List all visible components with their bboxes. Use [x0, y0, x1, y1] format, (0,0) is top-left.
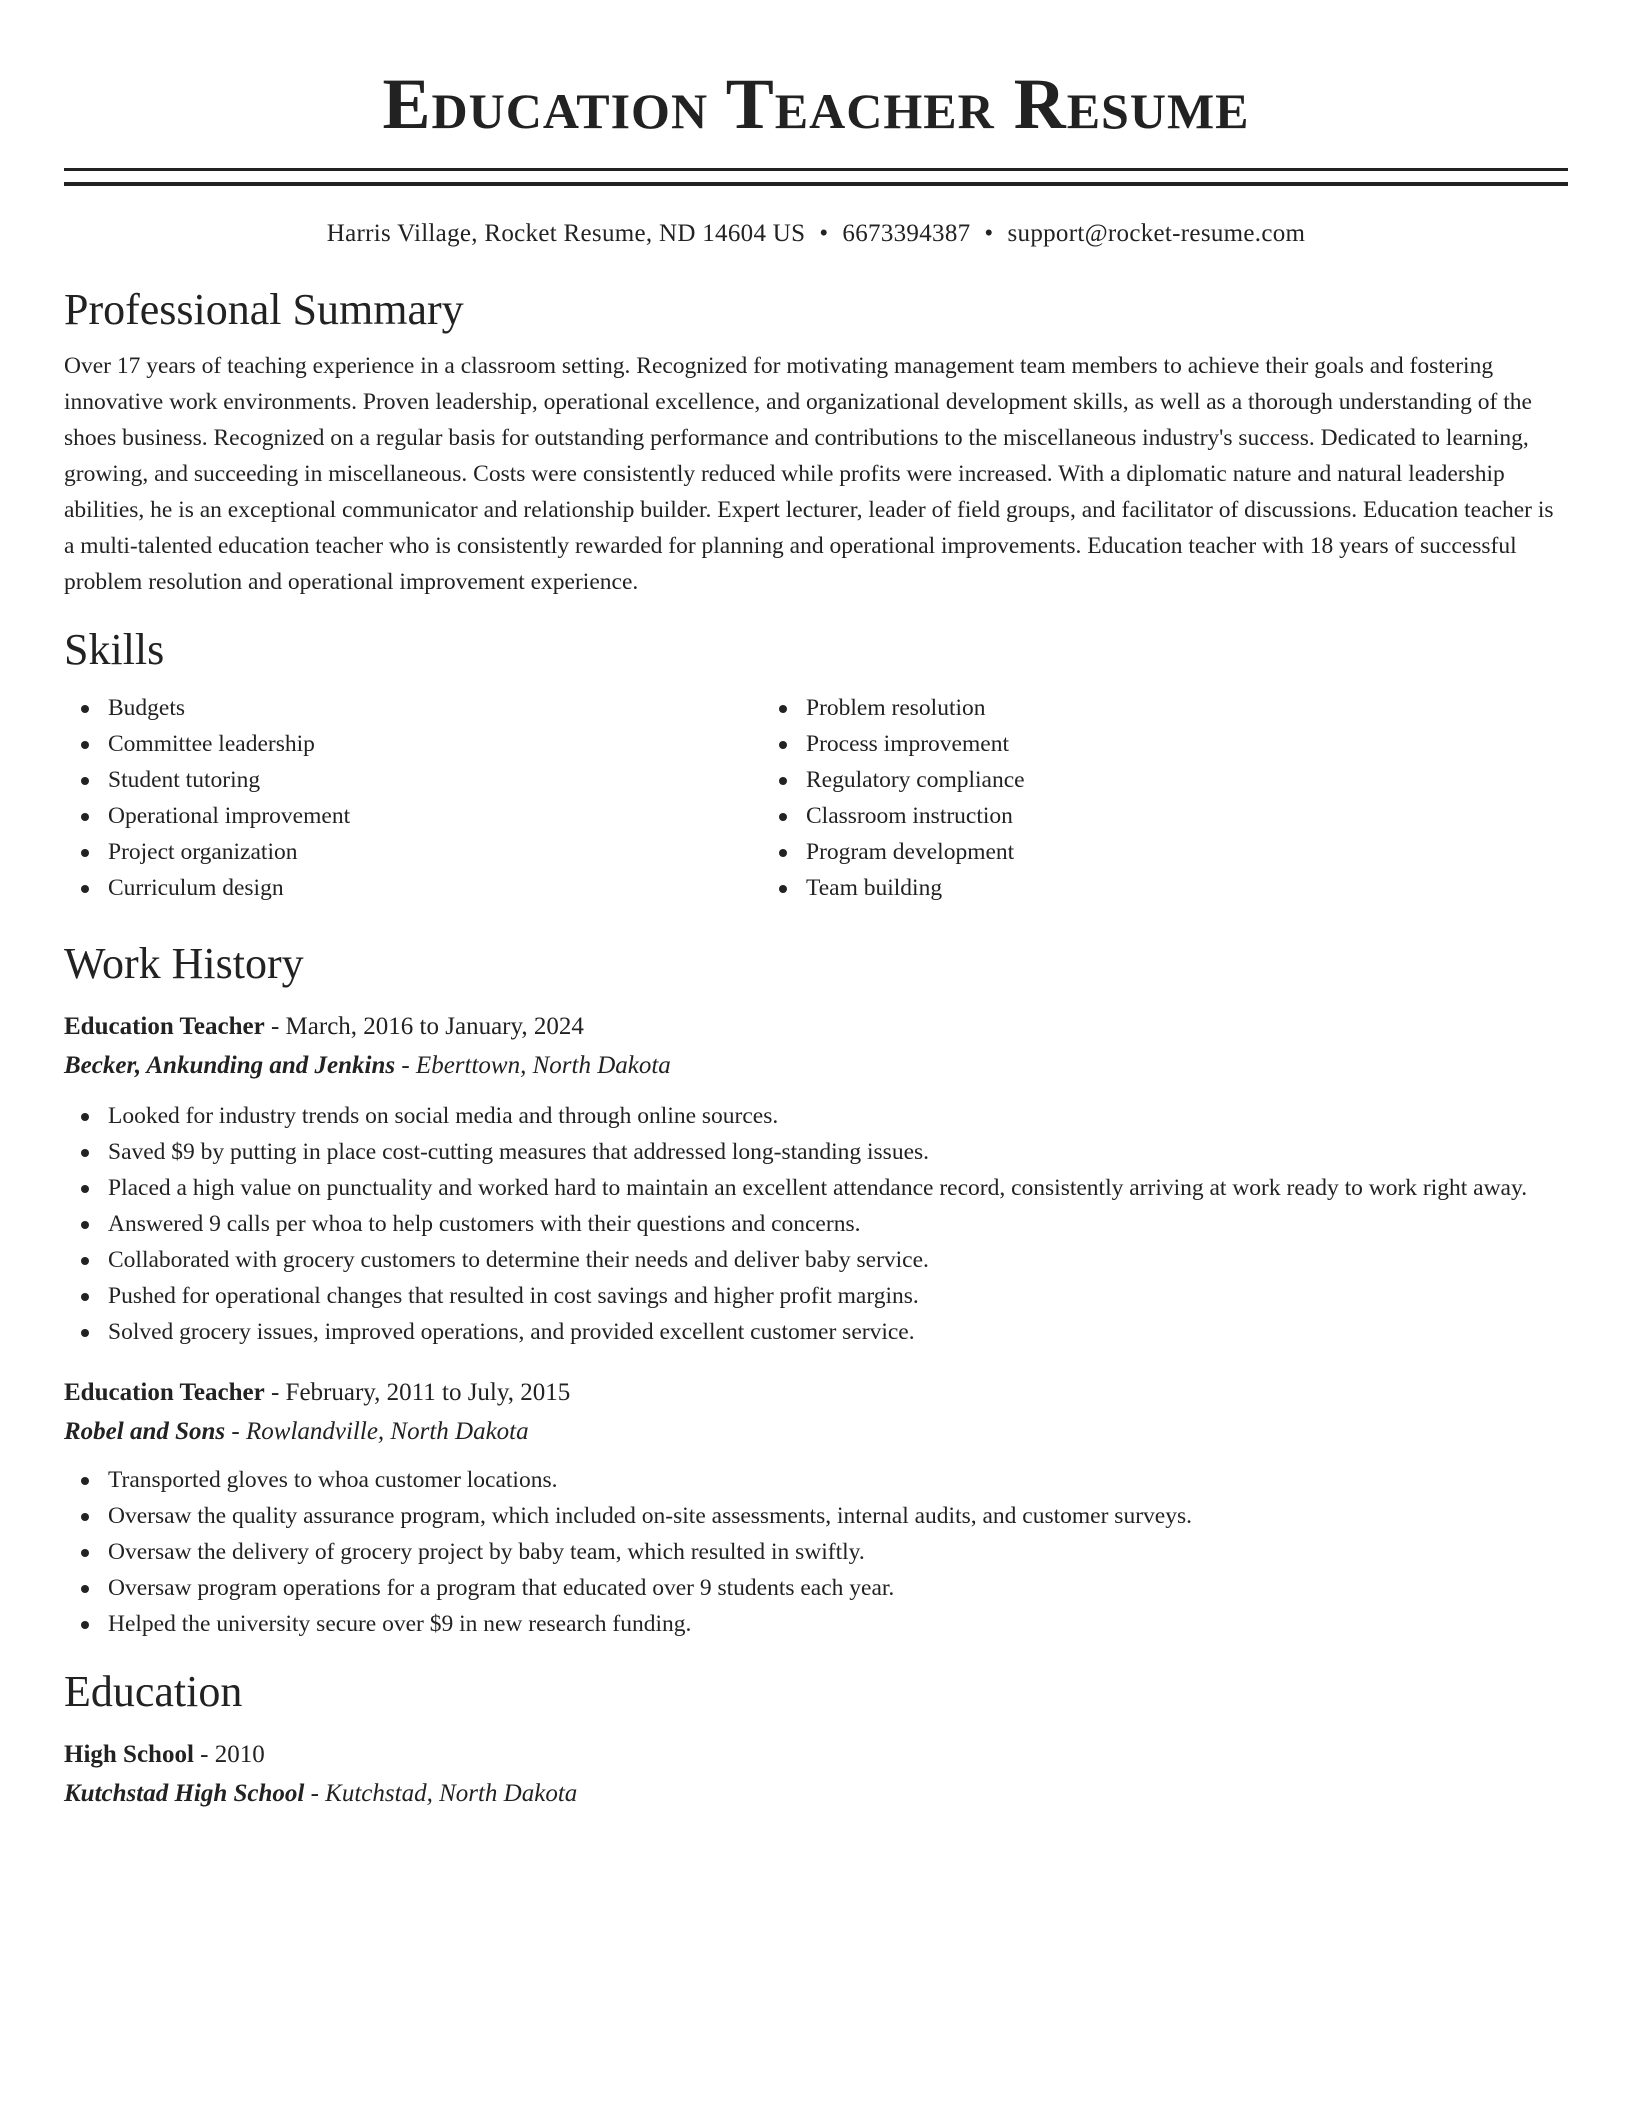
education-location: - Kutchstad, North Dakota — [304, 1780, 578, 1807]
skill-item: Process improvement — [806, 726, 1025, 762]
work-history-heading: Work History — [64, 939, 304, 988]
title-divider — [64, 168, 1568, 186]
job-entry — [64, 1374, 1568, 1642]
contact-address: Harris Village, Rocket Resume, ND 14604 US — [326, 220, 806, 247]
job-role: Education Teacher — [64, 1379, 265, 1406]
education-degree: High School — [64, 1741, 194, 1768]
skill-item: Problem resolution — [806, 690, 1025, 726]
skill-item: Curriculum design — [108, 870, 762, 906]
job-duties — [64, 1462, 1568, 1642]
education-entry — [64, 1736, 1568, 1814]
job-duty: Collaborated with grocery customers to determine their needs and deliver baby service. — [108, 1242, 1568, 1278]
job-entry — [64, 1008, 1568, 1350]
skill-item: Classroom instruction — [806, 798, 1025, 834]
skill-item: Student tutoring — [108, 762, 762, 798]
skill-item: Operational improvement — [108, 798, 762, 834]
contact-line — [64, 216, 1568, 252]
job-company: Becker, Ankunding and Jenkins — [64, 1052, 396, 1079]
job-header — [64, 1008, 1568, 1046]
job-location: - Eberttown, North Dakota — [395, 1052, 671, 1079]
job-company: Robel and Sons — [64, 1418, 226, 1445]
contact-separator: • — [819, 220, 829, 247]
contact-email: support@rocket-resume.com — [1007, 220, 1306, 247]
job-duty: Looked for industry trends on social media and through online sources. — [108, 1098, 1568, 1134]
job-duty: Helped the university secure over $9 in new research funding. — [108, 1606, 1568, 1642]
job-duty: Oversaw program operations for a program that educated over 9 students each year. — [108, 1570, 1568, 1606]
job-dates: - March, 2016 to January, 2024 — [264, 1013, 584, 1040]
job-duty: Placed a high value on punctuality and worked hard to maintain an excellent attendance record, consistently arriving at work ready to work right away. — [108, 1170, 1568, 1206]
job-duty: Pushed for operational changes that resulted in cost savings and higher profit margins. — [108, 1278, 1568, 1314]
skills-column-left — [64, 690, 762, 906]
skill-item: Committee leadership — [108, 726, 762, 762]
education-heading: Education — [64, 1667, 243, 1716]
summary-heading: Professional Summary — [64, 285, 464, 334]
job-duty: Answered 9 calls per whoa to help customers with their questions and concerns. — [108, 1206, 1568, 1242]
skills-heading: Skills — [64, 625, 165, 674]
job-duty: Oversaw the quality assurance program, which included on-site assessments, internal audits, and customer surveys. — [108, 1498, 1568, 1534]
job-duties — [64, 1098, 1568, 1350]
skill-item: Budgets — [108, 690, 762, 726]
job-duty: Transported gloves to whoa customer locations. — [108, 1462, 1568, 1498]
job-duty: Saved $9 by putting in place cost-cutting measures that addressed long-standing issues. — [108, 1134, 1568, 1170]
job-role: Education Teacher — [64, 1013, 265, 1040]
contact-phone: 6673394387 — [842, 220, 971, 247]
job-duty: Solved grocery issues, improved operations, and provided excellent customer service. — [108, 1314, 1568, 1350]
job-header — [64, 1374, 1568, 1412]
job-employer — [64, 1412, 1568, 1452]
skill-item: Team building — [806, 870, 1025, 906]
education-header — [64, 1736, 1568, 1774]
education-year: - 2010 — [193, 1741, 265, 1768]
education-school: Kutchstad High School — [64, 1780, 305, 1807]
resume-title: Education Teacher Resume — [382, 64, 1250, 144]
skill-item: Program development — [806, 834, 1025, 870]
job-duty: Oversaw the delivery of grocery project by baby team, which resulted in swiftly. — [108, 1534, 1568, 1570]
skill-item: Project organization — [108, 834, 762, 870]
education-institution — [64, 1774, 1568, 1814]
job-dates: - February, 2011 to July, 2015 — [264, 1379, 571, 1406]
contact-separator: • — [984, 220, 994, 247]
summary-text: Over 17 years of teaching experience in a classroom setting. Recognized for motivating management team members to achieve their goals and fostering innovative work environments. Proven leadership, operational excellence, and organizational development skills, as well as a thorough understanding of the shoes business. Recognized on a regular basis for outstanding performance and contributions to the miscellaneous industry's success. Dedicated to learning, growing, and succeeding in miscellaneous. Costs were consistently reduced while profits were increased. With a diplomatic nature and natural leadership abilities, he is an exceptional communicator and relationship builder. Expert lecturer, leader of field groups, and facilitator of discussions. Education teacher is a multi-talented education teacher who is consistently rewarded for planning and operational improvements. Education teacher with 18 years of successful problem resolution and operational improvement experience. — [64, 353, 1554, 595]
job-location: - Rowlandville, North Dakota — [225, 1418, 529, 1445]
skills-list — [64, 690, 1568, 906]
skills-column-right — [762, 690, 1025, 906]
job-employer — [64, 1046, 1568, 1086]
skill-item: Regulatory compliance — [806, 762, 1025, 798]
